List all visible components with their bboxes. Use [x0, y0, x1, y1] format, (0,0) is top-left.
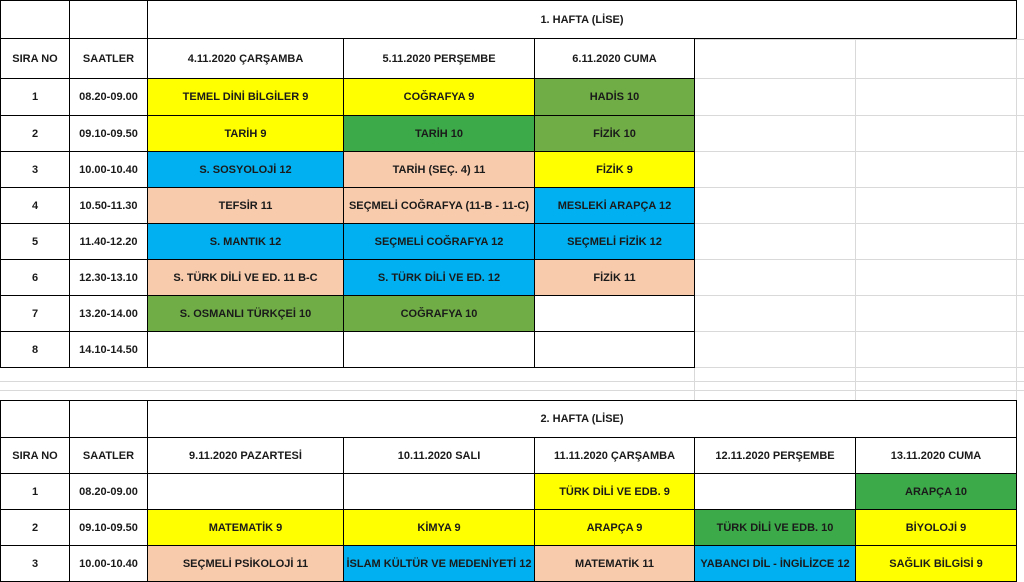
lesson-cell[interactable]	[147, 473, 344, 510]
time-cell[interactable]: 11.40-12.20	[69, 223, 148, 260]
lesson-cell[interactable]: COĞRAFYA 9	[343, 78, 535, 116]
row-number[interactable]: 7	[0, 295, 70, 332]
lesson-cell[interactable]: ARAPÇA 10	[855, 473, 1017, 510]
time-cell[interactable]: 09.10-09.50	[69, 509, 148, 546]
lesson-cell[interactable]: TARİH (SEÇ. 4) 11	[343, 151, 535, 188]
lesson-cell[interactable]: BİYOLOJİ 9	[855, 509, 1017, 546]
row-number[interactable]: 4	[0, 187, 70, 224]
day-header[interactable]: 5.11.2020 PERŞEMBE	[343, 38, 535, 79]
day-header[interactable]: 13.11.2020 CUMA	[855, 437, 1017, 474]
week1-title[interactable]: 1. HAFTA (LİSE)	[147, 0, 1017, 39]
grid-line	[0, 390, 1024, 391]
lesson-cell[interactable]: İSLAM KÜLTÜR VE MEDENİYETİ 12	[343, 545, 535, 582]
header-saatler[interactable]: SAATLER	[69, 437, 148, 474]
grid-line	[0, 381, 1024, 382]
lesson-cell[interactable]: FİZİK 11	[534, 259, 695, 296]
lesson-cell[interactable]	[343, 473, 535, 510]
day-header[interactable]: 6.11.2020 CUMA	[534, 38, 695, 79]
row-number[interactable]: 2	[0, 509, 70, 546]
lesson-cell[interactable]: TÜRK DİLİ VE EDB. 9	[534, 473, 695, 510]
day-header[interactable]: 11.11.2020 ÇARŞAMBA	[534, 437, 695, 474]
time-cell[interactable]: 10.50-11.30	[69, 187, 148, 224]
lesson-cell[interactable]: MATEMATİK 11	[534, 545, 695, 582]
day-header[interactable]: 9.11.2020 PAZARTESİ	[147, 437, 344, 474]
lesson-cell[interactable]	[147, 331, 344, 368]
lesson-cell[interactable]: YABANCI DİL - İNGİLİZCE 12	[694, 545, 856, 582]
row-number[interactable]: 2	[0, 115, 70, 152]
week2-title[interactable]: 2. HAFTA (LİSE)	[147, 400, 1017, 438]
time-cell[interactable]: 09.10-09.50	[69, 115, 148, 152]
empty-cell[interactable]	[69, 0, 148, 39]
header-sira-no[interactable]: SIRA NO	[0, 437, 70, 474]
row-number[interactable]: 3	[0, 545, 70, 582]
row-number[interactable]: 3	[0, 151, 70, 188]
empty-cell[interactable]	[0, 0, 70, 39]
row-number[interactable]: 6	[0, 259, 70, 296]
lesson-cell[interactable]: S. TÜRK DİLİ VE ED. 11 B-C	[147, 259, 344, 296]
lesson-cell[interactable]: S. TÜRK DİLİ VE ED. 12	[343, 259, 535, 296]
lesson-cell[interactable]: ARAPÇA 9	[534, 509, 695, 546]
time-cell[interactable]: 08.20-09.00	[69, 78, 148, 116]
lesson-cell[interactable]: TÜRK DİLİ VE EDB. 10	[694, 509, 856, 546]
time-cell[interactable]: 08.20-09.00	[69, 473, 148, 510]
day-header[interactable]: 10.11.2020 SALI	[343, 437, 535, 474]
lesson-cell[interactable]: KİMYA 9	[343, 509, 535, 546]
lesson-cell[interactable]: FİZİK 10	[534, 115, 695, 152]
lesson-cell[interactable]: SAĞLIK BİLGİSİ 9	[855, 545, 1017, 582]
header-sira-no[interactable]: SIRA NO	[0, 38, 70, 79]
lesson-cell[interactable]: FİZİK 9	[534, 151, 695, 188]
row-number[interactable]: 8	[0, 331, 70, 368]
lesson-cell[interactable]	[534, 295, 695, 332]
row-number[interactable]: 1	[0, 78, 70, 116]
row-number[interactable]: 5	[0, 223, 70, 260]
time-cell[interactable]: 13.20-14.00	[69, 295, 148, 332]
lesson-cell[interactable]: SEÇMELİ FİZİK 12	[534, 223, 695, 260]
lesson-cell[interactable]: TEMEL DİNİ BİLGİLER 9	[147, 78, 344, 116]
day-header[interactable]: 12.11.2020 PERŞEMBE	[694, 437, 856, 474]
lesson-cell[interactable]: MESLEKİ ARAPÇA 12	[534, 187, 695, 224]
lesson-cell[interactable]	[343, 331, 535, 368]
lesson-cell[interactable]: MATEMATİK 9	[147, 509, 344, 546]
time-cell[interactable]: 10.00-10.40	[69, 545, 148, 582]
empty-cell[interactable]	[0, 400, 70, 438]
lesson-cell[interactable]: COĞRAFYA 10	[343, 295, 535, 332]
row-number[interactable]: 1	[0, 473, 70, 510]
lesson-cell[interactable]	[694, 473, 856, 510]
lesson-cell[interactable]: TEFSİR 11	[147, 187, 344, 224]
time-cell[interactable]: 12.30-13.10	[69, 259, 148, 296]
lesson-cell[interactable]: SEÇMELİ PSİKOLOJİ 11	[147, 545, 344, 582]
lesson-cell[interactable]: TARİH 9	[147, 115, 344, 152]
header-saatler[interactable]: SAATLER	[69, 38, 148, 79]
lesson-cell[interactable]: S. MANTIK 12	[147, 223, 344, 260]
lesson-cell[interactable]	[534, 331, 695, 368]
lesson-cell[interactable]: HADİS 10	[534, 78, 695, 116]
day-header[interactable]: 4.11.2020 ÇARŞAMBA	[147, 38, 344, 79]
lesson-cell[interactable]: SEÇMELİ COĞRAFYA 12	[343, 223, 535, 260]
lesson-cell[interactable]: TARİH 10	[343, 115, 535, 152]
time-cell[interactable]: 14.10-14.50	[69, 331, 148, 368]
lesson-cell[interactable]: S. SOSYOLOJİ 12	[147, 151, 344, 188]
time-cell[interactable]: 10.00-10.40	[69, 151, 148, 188]
lesson-cell[interactable]: S. OSMANLI TÜRKÇEİ 10	[147, 295, 344, 332]
lesson-cell[interactable]: SEÇMELİ COĞRAFYA (11-B - 11-C)	[343, 187, 535, 224]
empty-cell[interactable]	[69, 400, 148, 438]
